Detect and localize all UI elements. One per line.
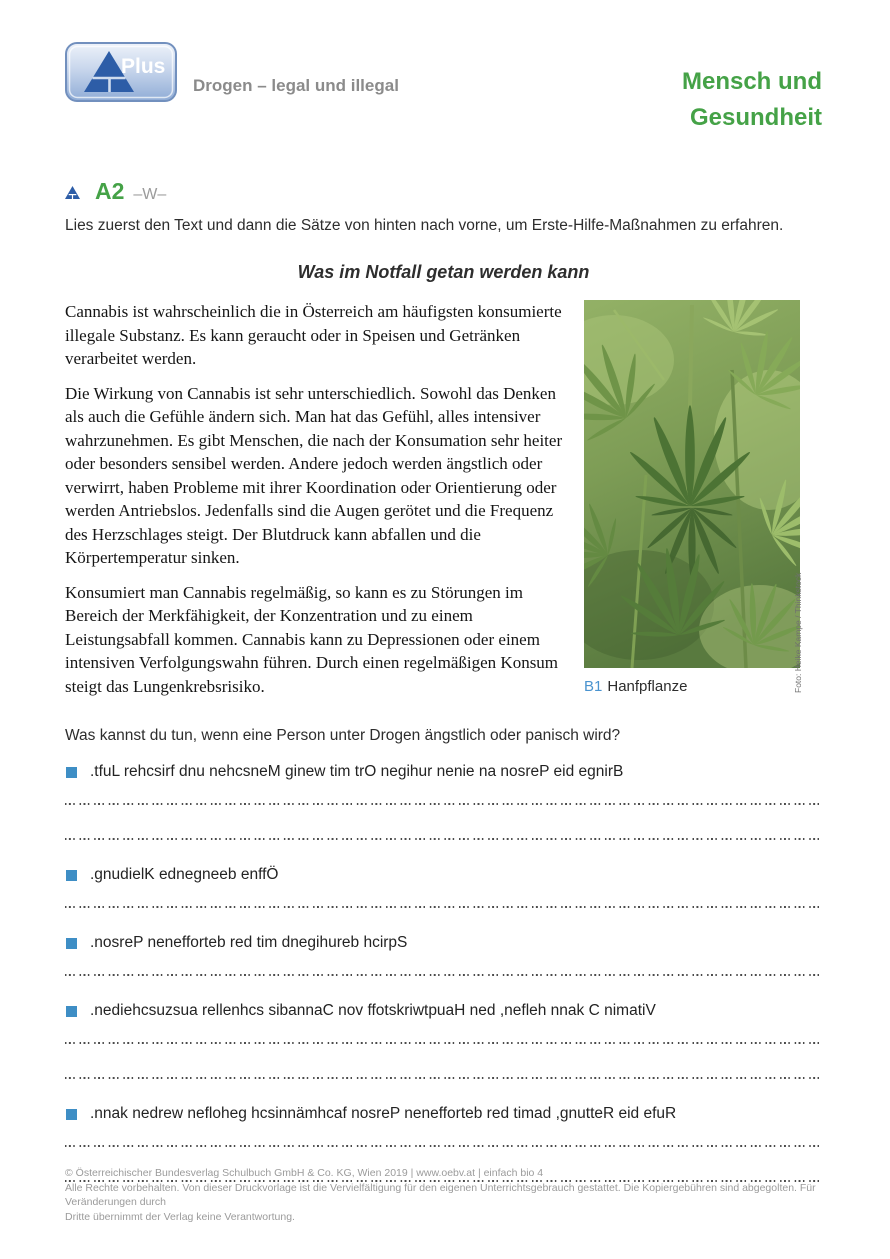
bullet-square-icon (66, 870, 77, 881)
answer-dotted-line (65, 905, 822, 908)
photo-credit: Foto: Heike Kampe / Thinkstock (793, 572, 803, 693)
hemp-plant-photo (584, 300, 800, 668)
footer-line-3: Dritte übernimmt der Verlag keine Verantwortung. (65, 1210, 295, 1223)
task-instruction: Lies zuerst den Text und dann die Sätze von hinten nach vorne, um Erste-Hilfe-Maßnahmen zu erfahren. (65, 217, 784, 234)
answer-item-1 (65, 763, 822, 840)
answer-dotted-line (65, 802, 822, 805)
task-code: A2 (95, 178, 125, 204)
task-variant: –W– (133, 186, 167, 203)
figure-caption (584, 678, 800, 695)
article-section (65, 300, 822, 698)
answer-item-text: .nosreP nenefforteb red tim dnegihureb hcirpS (90, 934, 408, 951)
bullet-square-icon (66, 938, 77, 949)
bullet-square-icon (66, 1109, 77, 1120)
subject-line-2: Gesundheit (689, 104, 822, 131)
figure-hemp-plant (584, 300, 803, 695)
triangle-pyramid-icon (65, 186, 80, 199)
answer-item-text: .nnak nedrew nefloheg hcsinnämhcaf nosreP nenefforteb red timad ,gnutteR eid efuR (90, 1105, 677, 1122)
answer-dotted-line (65, 837, 822, 840)
bullet-square-icon (66, 767, 77, 778)
task-row (65, 178, 822, 205)
subject-title (682, 64, 822, 136)
page-header (65, 42, 822, 136)
footer-copyright (65, 1166, 822, 1224)
article-paragraph-1: Cannabis ist wahrscheinlich die in Österreich am häufigsten konsumierte illegale Substanz. Es kann geraucht oder in Speisen und Getränken verarbeitet werden. (65, 302, 562, 368)
subject-line-1: Mensch und (681, 68, 822, 95)
worksheet-topic: Drogen – legal und illegal (193, 76, 399, 95)
answer-dotted-line (65, 973, 822, 976)
article-title: Was im Notfall getan werden kann (297, 262, 590, 282)
answer-dotted-line (65, 1041, 822, 1044)
oebv-plus-logo-icon (65, 42, 177, 102)
question-text: Was kannst du tun, wenn eine Person unter Drogen ängstlich oder panisch wird? (65, 727, 621, 744)
answer-item-text: .gnudielK ednegneeb enffÖ (90, 866, 279, 883)
answer-item-4 (65, 1002, 822, 1079)
footer-line-2: Alle Rechte vorbehalten. Von dieser Druckvorlage ist die Vervielfältigung für den eigenen Unterrichtsgebrauch gestattet. Die Kopiergebühren sind abgegolten. Für Veränderungen durch (65, 1181, 816, 1208)
article-text (65, 300, 575, 698)
answer-item-2 (65, 866, 822, 908)
article-paragraph-3: Konsumiert man Cannabis regelmäßig, so kann es zu Störungen im Bereich der Merkfähigkeit, der Konzentration und zu einem Leistungsabfall kommen. Cannabis kann zu Depressionen oder einem intensiven Verfolgungswahn führen. Durch einen regelmäßigen Konsum steigt das Lungenkrebsrisiko. (65, 582, 559, 696)
answer-dotted-line (65, 1076, 822, 1079)
answer-items (65, 763, 822, 1182)
answer-item-text: .nediehcsuzsua rellenhcs sibannaC nov ffotskriwtpuaH ned ,nefleh nnak C nimatiV (90, 1002, 656, 1019)
answer-dotted-line (65, 1144, 822, 1147)
figure-caption-text: Hanfpflanze (607, 678, 688, 695)
bullet-square-icon (66, 1006, 77, 1017)
answer-item-3 (65, 934, 822, 976)
logo-plus-label: Plus (121, 55, 166, 78)
answer-item-text: .tfuL rehcsirf dnu nehcsneM ginew tim trO negihur nenie na nosreP eid egnirB (90, 763, 624, 780)
header-left (65, 42, 399, 102)
figure-label: B1 (584, 678, 603, 695)
article-paragraph-2: Die Wirkung von Cannabis ist sehr unterschiedlich. Sowohl das Denken als auch die Gefühle ändern sich. Man hat das Gefühl, alles intensiver wahrzunehmen. Es gibt Menschen, die nach der Konsumation sehr heiter oder besonders sensibel werden. Andere jedoch werden ängstlich oder verwirrt, haben Probleme mit ihrer Koordination oder Orientierung oder werden Antriebslos. Jedenfalls sind die Augen gerötet und die Frequenz des Herzschlages steigt. Der Blutdruck kann abfallen und die Körpertemperatur sinken. (65, 383, 563, 567)
footer-line-1: © Österreichischer Bundesverlag Schulbuch GmbH & Co. KG, Wien 2019 | www.oebv.at | einfach bio 4 (65, 1167, 544, 1179)
